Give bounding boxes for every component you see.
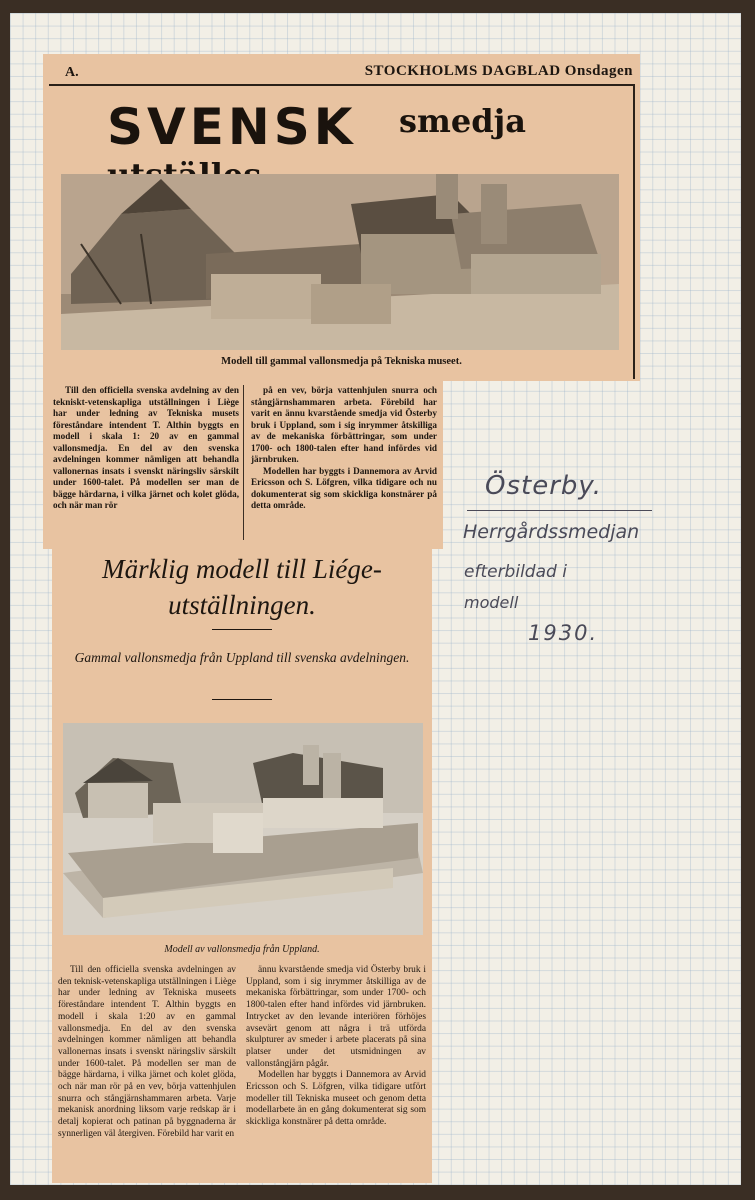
- headline-smedja: smedja: [399, 102, 526, 140]
- model-photo-top: [61, 174, 619, 350]
- newspaper-name: STOCKHOLMS DAGBLAD Onsdagen: [364, 63, 633, 79]
- masthead: [49, 60, 633, 86]
- paragraph: på en vev, börja vattenhjulen snurra och stångjärnshammaren arbeta. Förebild har varit en ännu kvarstående smedja vid Österby bruk i Uppland, som i sig inrymmer åtskilliga av de mekaniska förbättringar, som under 1700- och 1800-talen efter hand infördes vid järnbruken.: [251, 385, 437, 464]
- paragraph: Till den officiella svenska avdelning av den tekniskt-vetenskapliga utställningen i Liège har under ledning av Tekniska musets föreståndare intendent T. Althin byggts en modell i skala 1: 20 av en gammal vallonsmedja. En del av den svenska avdelningen kommer nämligen att behandla vallonernas insats i svenskt näringsliv särskilt under 1600-talet. På modellen ser man de bägge härdarna, i vilka järnet och kolet glöda, och när man rör: [53, 385, 239, 510]
- article-column-2: [251, 385, 437, 512]
- newspaper-clipping-top: [43, 54, 640, 381]
- photo-caption-top: Modell till gammal vallonsmedja på Tekniska museet.: [221, 356, 462, 367]
- divider: [212, 629, 272, 630]
- headline-svensk: SVENSK: [107, 98, 357, 156]
- page-letter: A.: [65, 65, 79, 80]
- handwritten-underline: [467, 510, 652, 511]
- photo-caption-bottom: Modell av vallonsmedja från Uppland.: [164, 944, 320, 955]
- handwritten-modell: modell: [464, 593, 519, 612]
- paragraph: Till den officiella svenska avdelningen av den teknisk-vetenskapliga utställningen i Liège har under ledning av Tekniska museets föreståndare intendent T. Althin byggts en modell i skala 1:20 av en gammal vallonsmedja. En del av den svenska avdelningen kommer nämligen att behandla vallonernas insats i svenskt näringsliv särskilt under 1600-talet. På modellen ser man de bägge härdarna, i vilka järnet och kolet glöda, och när man rör på en vev, börja vattenhjulen snurra och stångjärnshammaren arbeta. Varje mekanisk anordning liksom varje redskap är i detalj kopierat och patinan på byggnaderna är synnerligen väl återgiven. Förebild har varit en: [58, 965, 236, 1139]
- paragraph: Modellen har byggts i Dannemora av Arvid Ericsson och S. Löfgren, vilka tidigare och nu dokumenterat sig som skickliga konstnärer på detta område.: [251, 465, 437, 510]
- column-rule: [633, 84, 635, 379]
- paragraph: ännu kvarstående smedja vid Österby bruk i Uppland, som i sig inrymmer åtskilliga av de mekaniska förbättringar, som under 1700- och 1800-talen efter hand infördes vid järnbruken. Intrycket av den levande interiören förhöjes avsevärt genom att några i trä utförda skulpturer av smeder i arbete placerats på sina platser under det utsmidningen av vallonstångjärn pågår.: [246, 965, 426, 1069]
- newspaper-clipping-bottom: [52, 543, 432, 1183]
- handwritten-year: 1930.: [528, 621, 599, 645]
- model-photo-bottom: [63, 723, 423, 935]
- divider: [212, 699, 272, 700]
- subheadline: Gammal vallonsmedja från Uppland till svenska avdelningen.: [74, 650, 410, 665]
- article-column-1: [58, 965, 236, 1141]
- article-column-1: [53, 385, 239, 512]
- handwritten-herrgardssmedjan: Herrgårdssmedjan: [463, 521, 640, 543]
- handwritten-efterbildad: efterbildad i: [464, 562, 567, 582]
- column-separator: [243, 385, 244, 540]
- newspaper-clipping-top-text: [43, 379, 443, 549]
- article-column-2: [246, 965, 426, 1129]
- handwritten-osterby: Österby.: [485, 471, 603, 501]
- headline-marklig-modell: Märklig modell till Liége-utställningen.: [102, 554, 382, 620]
- paragraph: Modellen har byggts i Dannemora av Arvid Ericsson och S. Löfgren, vilka tidigare utfört modeller till Tekniska museet och genom detta modellarbete än en gång dokumenterat sig som skickliga konstnärer på detta område.: [246, 1070, 426, 1128]
- grid-paper-sheet: [10, 13, 741, 1185]
